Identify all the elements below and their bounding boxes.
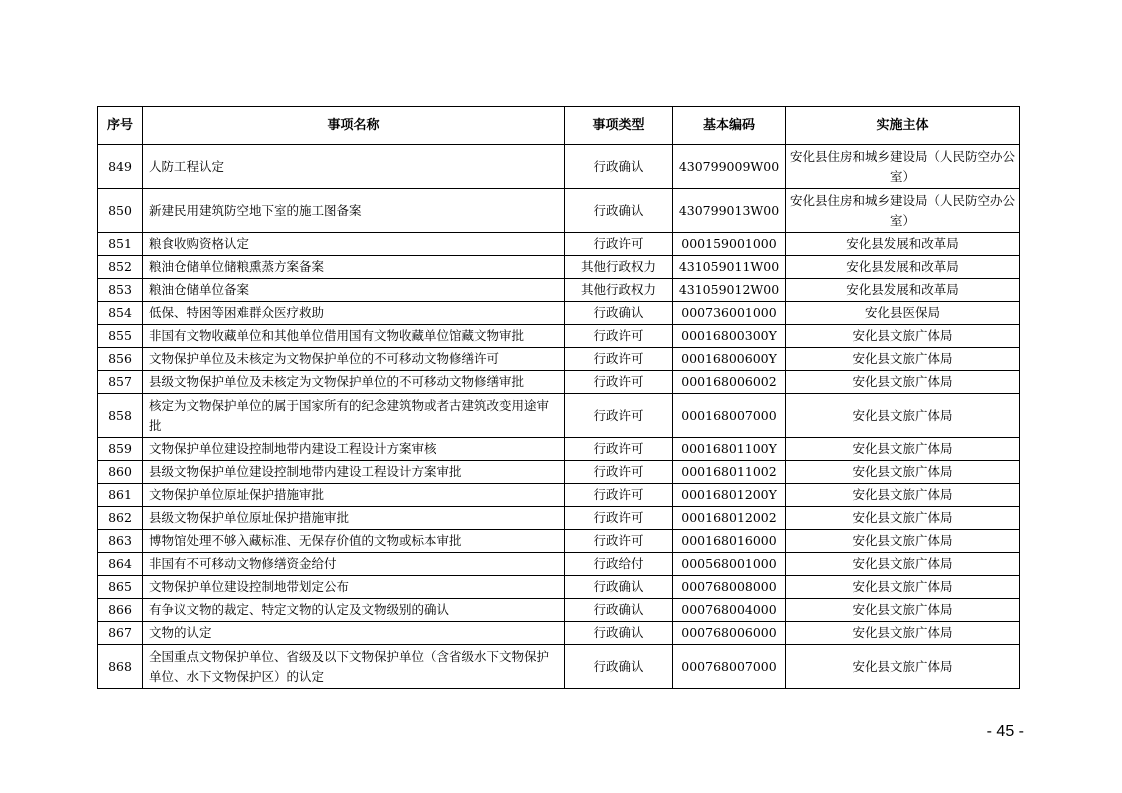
- table-row: [98, 507, 1020, 530]
- row-item-name: 文物保护单位原址保护措施审批: [143, 484, 565, 507]
- table-row: [98, 461, 1020, 484]
- row-item-name: 非国有不可移动文物修缮资金给付: [143, 553, 565, 576]
- row-implementing-body: 安化县文旅广体局: [786, 599, 1020, 622]
- row-basic-code: 000768006000: [673, 622, 786, 645]
- row-seq: 851: [98, 233, 143, 256]
- table-header-row: [98, 107, 1020, 145]
- row-implementing-body: 安化县文旅广体局: [786, 371, 1020, 394]
- row-item-name: 县级文物保护单位及未核定为文物保护单位的不可移动文物修缮审批: [143, 371, 565, 394]
- table-row: [98, 233, 1020, 256]
- table-row: [98, 348, 1020, 371]
- table-row: [98, 645, 1020, 689]
- table-row: [98, 622, 1020, 645]
- row-seq: 849: [98, 145, 143, 189]
- row-item-name: 有争议文物的裁定、特定文物的认定及文物级别的确认: [143, 599, 565, 622]
- row-item-name: 低保、特困等困难群众医疗救助: [143, 302, 565, 325]
- row-item-name: 核定为文物保护单位的属于国家所有的纪念建筑物或者古建筑改变用途审批: [143, 394, 565, 438]
- row-item-type: 行政确认: [565, 645, 673, 689]
- row-item-name: 文物的认定: [143, 622, 565, 645]
- row-item-name: 粮油仓储单位备案: [143, 279, 565, 302]
- row-basic-code: 00016801100Y: [673, 438, 786, 461]
- row-item-name: 博物馆处理不够入藏标准、无保存价值的文物或标本审批: [143, 530, 565, 553]
- row-item-type: 行政给付: [565, 553, 673, 576]
- page-number: - 45 -: [986, 723, 1024, 740]
- row-seq: 864: [98, 553, 143, 576]
- row-basic-code: 00016801200Y: [673, 484, 786, 507]
- row-implementing-body: 安化县住房和城乡建设局（人民防空办公室）: [786, 145, 1020, 189]
- row-item-type: 行政许可: [565, 371, 673, 394]
- table-row: [98, 302, 1020, 325]
- row-basic-code: 000168012002: [673, 507, 786, 530]
- row-seq: 850: [98, 189, 143, 233]
- row-seq: 856: [98, 348, 143, 371]
- row-basic-code: 000168007000: [673, 394, 786, 438]
- row-seq: 860: [98, 461, 143, 484]
- table-row: [98, 145, 1020, 189]
- row-item-name: 人防工程认定: [143, 145, 565, 189]
- row-seq: 861: [98, 484, 143, 507]
- table-row: [98, 256, 1020, 279]
- row-implementing-body: 安化县文旅广体局: [786, 645, 1020, 689]
- row-item-type: 行政许可: [565, 461, 673, 484]
- row-item-type: 行政许可: [565, 530, 673, 553]
- row-seq: 858: [98, 394, 143, 438]
- table-row: [98, 189, 1020, 233]
- row-basic-code: 000159001000: [673, 233, 786, 256]
- row-basic-code: 000568001000: [673, 553, 786, 576]
- row-implementing-body: 安化县文旅广体局: [786, 530, 1020, 553]
- row-basic-code: 430799013W00: [673, 189, 786, 233]
- row-item-type: 行政确认: [565, 622, 673, 645]
- row-implementing-body: 安化县发展和改革局: [786, 233, 1020, 256]
- header-seq: 序号: [98, 107, 143, 145]
- row-item-name: 文物保护单位建设控制地带划定公布: [143, 576, 565, 599]
- row-implementing-body: 安化县文旅广体局: [786, 394, 1020, 438]
- row-basic-code: 430799009W00: [673, 145, 786, 189]
- row-basic-code: 000736001000: [673, 302, 786, 325]
- row-basic-code: 431059011W00: [673, 256, 786, 279]
- row-implementing-body: 安化县文旅广体局: [786, 622, 1020, 645]
- row-seq: 857: [98, 371, 143, 394]
- row-basic-code: 00016800300Y: [673, 325, 786, 348]
- header-item-type: 事项类型: [565, 107, 673, 145]
- row-seq: 854: [98, 302, 143, 325]
- row-item-type: 行政确认: [565, 576, 673, 599]
- row-seq: 852: [98, 256, 143, 279]
- row-seq: 865: [98, 576, 143, 599]
- row-item-name: 非国有文物收藏单位和其他单位借用国有文物收藏单位馆藏文物审批: [143, 325, 565, 348]
- row-seq: 868: [98, 645, 143, 689]
- row-seq: 853: [98, 279, 143, 302]
- row-item-type: 其他行政权力: [565, 256, 673, 279]
- row-basic-code: 431059012W00: [673, 279, 786, 302]
- row-item-name: 新建民用建筑防空地下室的施工图备案: [143, 189, 565, 233]
- row-item-type: 行政许可: [565, 507, 673, 530]
- row-implementing-body: 安化县文旅广体局: [786, 461, 1020, 484]
- row-basic-code: 000768004000: [673, 599, 786, 622]
- table-row: [98, 530, 1020, 553]
- table-row: [98, 371, 1020, 394]
- row-basic-code: 00016800600Y: [673, 348, 786, 371]
- row-basic-code: 000768007000: [673, 645, 786, 689]
- row-item-type: 行政许可: [565, 348, 673, 371]
- row-item-type: 行政确认: [565, 189, 673, 233]
- row-basic-code: 000768008000: [673, 576, 786, 599]
- row-seq: 866: [98, 599, 143, 622]
- items-table: [97, 106, 1020, 689]
- table-row: [98, 394, 1020, 438]
- table-row: [98, 484, 1020, 507]
- row-seq: 859: [98, 438, 143, 461]
- row-item-type: 行政许可: [565, 394, 673, 438]
- row-item-name: 县级文物保护单位原址保护措施审批: [143, 507, 565, 530]
- row-item-type: 行政许可: [565, 484, 673, 507]
- row-implementing-body: 安化县住房和城乡建设局（人民防空办公室）: [786, 189, 1020, 233]
- row-implementing-body: 安化县文旅广体局: [786, 507, 1020, 530]
- table-row: [98, 599, 1020, 622]
- table-row: [98, 576, 1020, 599]
- header-implementing-body: 实施主体: [786, 107, 1020, 145]
- row-item-type: 行政许可: [565, 438, 673, 461]
- header-basic-code: 基本编码: [673, 107, 786, 145]
- row-item-type: 行政许可: [565, 325, 673, 348]
- row-seq: 855: [98, 325, 143, 348]
- table-row: [98, 325, 1020, 348]
- row-item-type: 行政确认: [565, 302, 673, 325]
- row-item-name: 文物保护单位建设控制地带内建设工程设计方案审核: [143, 438, 565, 461]
- row-implementing-body: 安化县文旅广体局: [786, 484, 1020, 507]
- row-item-type: 行政确认: [565, 599, 673, 622]
- row-item-type: 其他行政权力: [565, 279, 673, 302]
- row-item-name: 文物保护单位及未核定为文物保护单位的不可移动文物修缮许可: [143, 348, 565, 371]
- row-item-name: 县级文物保护单位建设控制地带内建设工程设计方案审批: [143, 461, 565, 484]
- table-row: [98, 553, 1020, 576]
- row-item-name: 全国重点文物保护单位、省级及以下文物保护单位（含省级水下文物保护单位、水下文物保护区）的认定: [143, 645, 565, 689]
- row-implementing-body: 安化县发展和改革局: [786, 279, 1020, 302]
- row-item-type: 行政许可: [565, 233, 673, 256]
- row-item-type: 行政确认: [565, 145, 673, 189]
- row-seq: 867: [98, 622, 143, 645]
- row-implementing-body: 安化县发展和改革局: [786, 256, 1020, 279]
- row-implementing-body: 安化县文旅广体局: [786, 325, 1020, 348]
- row-basic-code: 000168006002: [673, 371, 786, 394]
- row-basic-code: 000168011002: [673, 461, 786, 484]
- row-implementing-body: 安化县文旅广体局: [786, 553, 1020, 576]
- row-item-name: 粮食收购资格认定: [143, 233, 565, 256]
- header-item-name: 事项名称: [143, 107, 565, 145]
- row-implementing-body: 安化县文旅广体局: [786, 438, 1020, 461]
- row-item-name: 粮油仓储单位储粮熏蒸方案备案: [143, 256, 565, 279]
- row-basic-code: 000168016000: [673, 530, 786, 553]
- row-seq: 863: [98, 530, 143, 553]
- row-implementing-body: 安化县文旅广体局: [786, 576, 1020, 599]
- row-implementing-body: 安化县文旅广体局: [786, 348, 1020, 371]
- table-row: [98, 279, 1020, 302]
- table-row: [98, 438, 1020, 461]
- row-implementing-body: 安化县医保局: [786, 302, 1020, 325]
- table-body: [98, 145, 1020, 689]
- row-seq: 862: [98, 507, 143, 530]
